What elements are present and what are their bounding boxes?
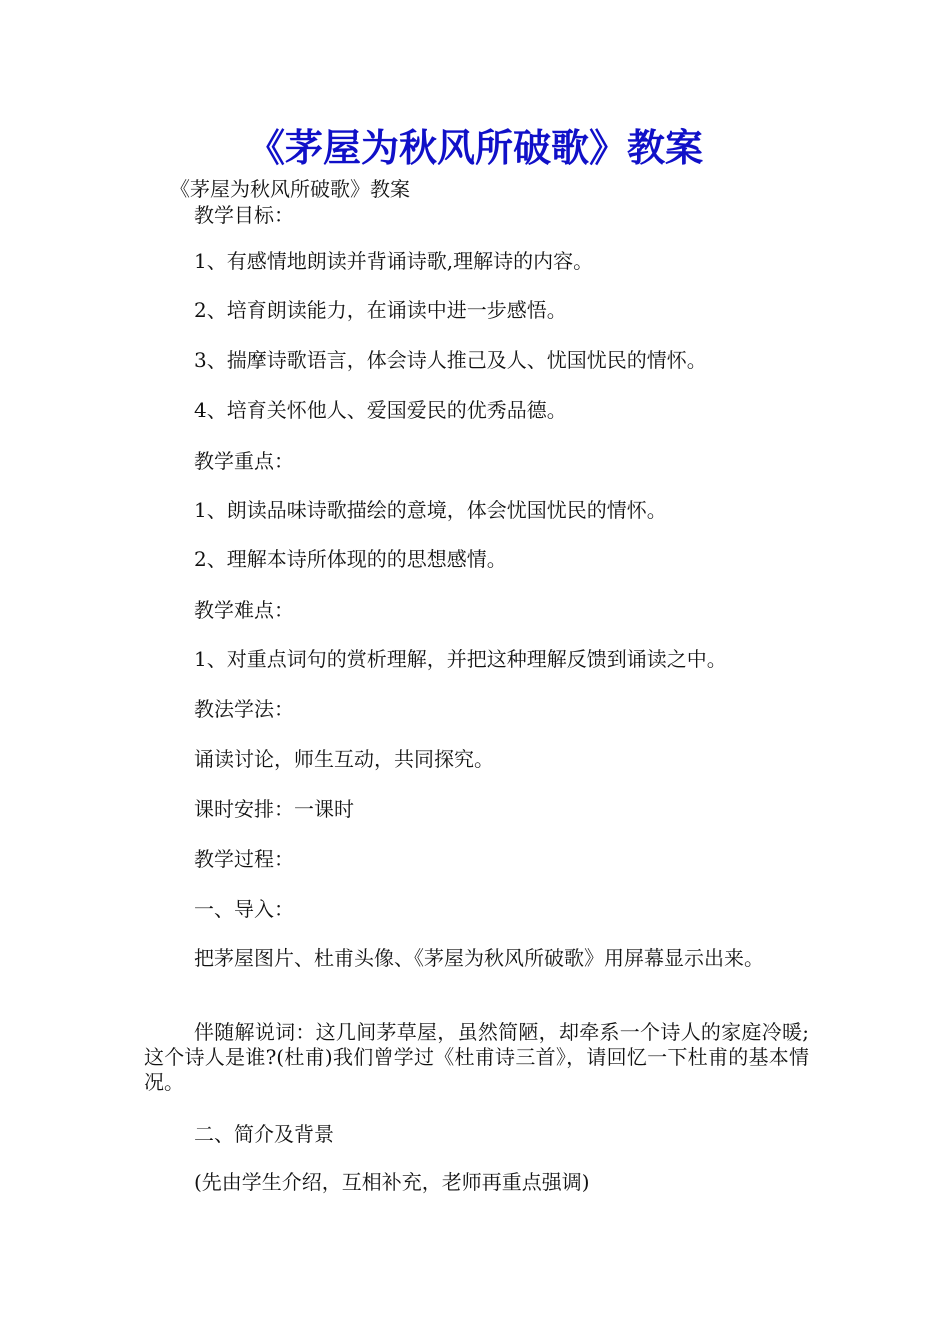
section-1-paragraph-1: 把茅屋图片、杜甫头像、《茅屋为秋风所破歌》用屏幕显示出来。 — [194, 946, 764, 970]
key-point-item: 2、理解本诗所体现的的思想感情。 — [194, 547, 507, 571]
difficulties-heading: 教学难点： — [194, 598, 294, 622]
section-1-heading: 一、导入： — [194, 897, 294, 921]
key-points-heading: 教学重点： — [194, 449, 294, 473]
objectives-heading: 教学目标： — [194, 203, 294, 227]
objective-item: 3、揣摩诗歌语言，体会诗人推己及人、忧国忧民的情怀。 — [194, 348, 707, 372]
schedule-text: 课时安排：一课时 — [194, 797, 354, 821]
difficulty-item: 1、对重点词句的赏析理解，并把这种理解反馈到诵读之中。 — [194, 647, 727, 671]
key-point-item: 1、朗读品味诗歌描绘的意境，体会忧国忧民的情怀。 — [194, 498, 667, 522]
section-1-paragraph-2: 伴随解说词：这几间茅草屋，虽然简陋，却牵系一个诗人的家庭冷暖;这个诗人是谁?(杜甫)我们曾学过《杜甫诗三首》，请回忆一下杜甫的基本情况。 — [144, 1020, 809, 1094]
objective-item: 2、培育朗读能力，在诵读中进一步感悟。 — [194, 298, 567, 322]
document-subtitle: 《茅屋为秋风所破歌》教案 — [170, 177, 410, 201]
methods-heading: 教法学法： — [194, 697, 294, 721]
section-2-heading: 二、简介及背景 — [194, 1122, 334, 1146]
objective-item: 1、有感情地朗读并背诵诗歌,理解诗的内容。 — [194, 249, 594, 273]
methods-text: 诵读讨论，师生互动，共同探究。 — [194, 747, 494, 771]
section-2-note: (先由学生介绍，互相补充，老师再重点强调) — [194, 1170, 590, 1194]
document-title: 《茅屋为秋风所破歌》教案 — [246, 126, 703, 170]
objective-item: 4、培育关怀他人、爱国爱民的优秀品德。 — [194, 398, 567, 422]
process-heading: 教学过程： — [194, 847, 294, 871]
